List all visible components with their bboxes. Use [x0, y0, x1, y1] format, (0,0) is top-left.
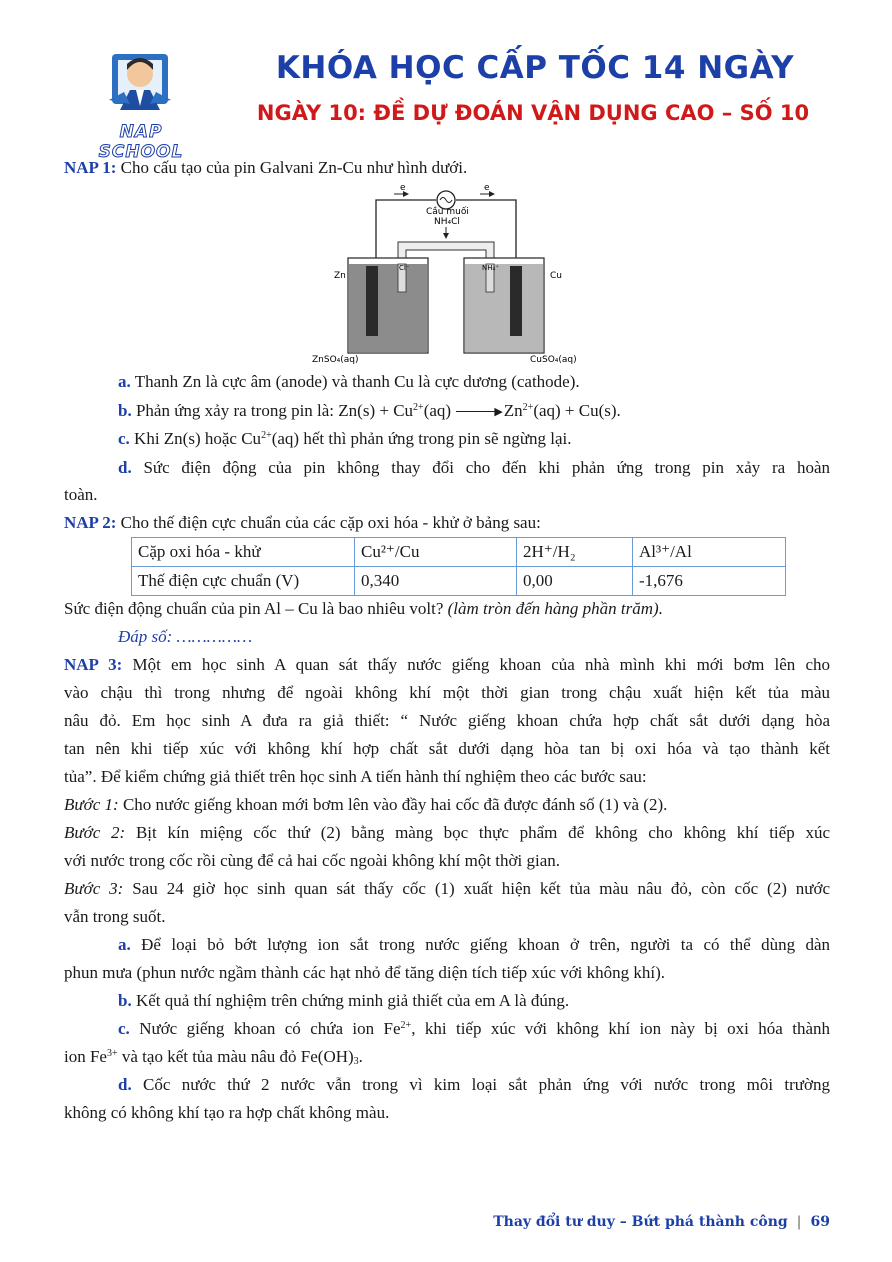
- table-row: Cặp oxi hóa - khử Cu²⁺/Cu 2H⁺/H₂ Al³⁺/Al: [132, 538, 786, 567]
- q2-stem: NAP 2: Cho thế điện cực chuẩn của các cặp oxi hóa - khử ở bảng sau:: [64, 513, 541, 532]
- q1-label: NAP 1:: [64, 158, 117, 177]
- potential-table: [131, 537, 786, 596]
- page-title: KHÓA HỌC CẤP TỐC 14 NGÀY: [275, 50, 795, 86]
- q3-line-1: NAP 3: Một em học sinh A quan sát thấy nước giếng khoan của nhà mình khi mới bơm lên cho: [64, 655, 830, 674]
- salt-bridge-formula: NH₄Cl: [434, 217, 460, 227]
- q1-option-c: c. Khi Zn(s) hoặc $Cu^{2+}(aq)$ hết thì phản ứng trong pin sẽ ngừng lại.: [118, 429, 572, 448]
- znso4-label: ZnSO₄(aq): [312, 355, 359, 365]
- q3-step-2: Bước 2: Bịt kín miệng cốc thứ (2) bằng màng bọc thực phẩm để không cho không khí tiếp xúc: [64, 823, 830, 842]
- logo-text: NAP SCHOOL: [98, 122, 184, 162]
- q3-step-2-cont: với nước trong cốc rồi cùng để cả hai cốc ngoài không khí một thời gian.: [64, 851, 561, 870]
- nap-school-logo: [74, 40, 206, 162]
- q2-label: NAP 2:: [64, 513, 117, 532]
- q3-option-d-cont: không có không khí tạo ra hợp chất không màu.: [64, 1103, 390, 1122]
- page-subtitle: NGÀY 10: ĐỀ DỰ ĐOÁN VẬN DỤNG CAO – SỐ 10: [256, 101, 810, 125]
- q3-line-3: nâu đỏ. Em học sinh A đưa ra giả thiết: “ Nước giếng khoan chứa hợp chất sắt dưới dạng hòa: [64, 711, 830, 730]
- q1-stem: [64, 157, 467, 179]
- q3-step-3: Bước 3: Sau 24 giờ học sinh quan sát thấy cốc (1) xuất hiện kết tủa màu nâu đỏ, còn cốc (2) nước: [64, 879, 831, 898]
- page-footer: [493, 1214, 830, 1230]
- cl-ion-label: Cl⁻: [399, 264, 410, 272]
- q1-stem-text: Cho cấu tạo của pin Galvani Zn-Cu như hình dưới.: [120, 158, 468, 177]
- page-number: 69: [810, 1214, 830, 1230]
- q1-option-a: a. Thanh Zn là cực âm (anode) và thanh Cu là cực dương (cathode).: [118, 372, 580, 391]
- q3-line-2: vào chậu thì trong nhưng để ngoài không khí một thời gian trong chậu xuất hiện kết tủa màu: [64, 683, 830, 702]
- footer-separator: |: [796, 1214, 802, 1230]
- q2-question: Sức điện động chuẩn của pin Al – Cu là bao nhiêu volt? (làm tròn đến hàng phần trăm).: [64, 599, 663, 618]
- cuso4-label: CuSO₄(aq): [530, 355, 577, 365]
- nh4-ion-label: NH₄⁺: [482, 264, 500, 272]
- electron-right-label: e: [484, 183, 490, 193]
- q3-line-5: tủa”. Để kiểm chứng giả thiết trên học sinh A tiến hành thí nghiệm theo các bước sau:: [64, 767, 647, 786]
- q3-option-a-cont: phun mưa (phun nước ngầm thành các hạt nhỏ để tăng diện tích tiếp xúc với không khí).: [64, 963, 666, 982]
- q3-label: NAP 3:: [64, 655, 123, 674]
- cu-label: Cu: [550, 271, 562, 281]
- q3-step-1: Bước 1: Cho nước giếng khoan mới bơm lên vào đầy hai cốc đã được đánh số (1) và (2).: [64, 795, 668, 814]
- q1-option-d-cont: toàn.: [64, 485, 98, 504]
- q3-option-c: c. Nước giếng khoan có chứa ion $Fe^{2+}$, khi tiếp xúc với không khí ion này bị oxi hóa thành: [118, 1019, 830, 1038]
- q3-option-c-cont: ion $Fe^{3+}$ và tạo kết tủa màu nâu đỏ $Fe(OH)_3$.: [64, 1047, 363, 1067]
- q3-option-b: b. Kết quả thí nghiệm trên chứng minh giả thiết của em A là đúng.: [118, 991, 570, 1010]
- table-row: Thế điện cực chuẩn (V) 0,340 0,00 -1,676: [132, 567, 786, 596]
- footer-slogan: Thay đổi tư duy – Bứt phá thành công: [493, 1214, 788, 1230]
- q1-option-d: d. Sức điện động của pin không thay đổi cho đến khi phản ứng trong pin xảy ra hoàn: [118, 458, 830, 477]
- zn-label: Zn: [334, 271, 346, 281]
- q2-answer: Đáp số: ……………: [118, 627, 253, 646]
- galvanic-cell-figure: [308, 180, 588, 365]
- q1-option-b: b. Phản ứng xảy ra trong pin là: $Zn(s) + Cu^{2+}(aq)$ $▶Zn^{2+}(aq) + Cu(s)$.: [118, 401, 621, 420]
- salt-bridge-label: Cầu muối: [426, 207, 469, 217]
- q3-option-d: d. Cốc nước thứ 2 nước vẫn trong vì kim loại sắt phản ứng với nước trong môi trường: [118, 1075, 830, 1094]
- q3-step-3-cont: vẫn trong suốt.: [64, 907, 166, 926]
- q3-option-a: a. Để loại bỏ bớt lượng ion sắt trong nước giếng khoan ở trên, người ta có thể dùng dàn: [118, 935, 831, 954]
- q3-line-4: tan nên khi tiếp xúc với không khí hợp chất sắt dưới dạng hòa tan bị oxi hóa và tạo thành kết: [64, 739, 830, 758]
- electron-left-label: e: [400, 183, 406, 193]
